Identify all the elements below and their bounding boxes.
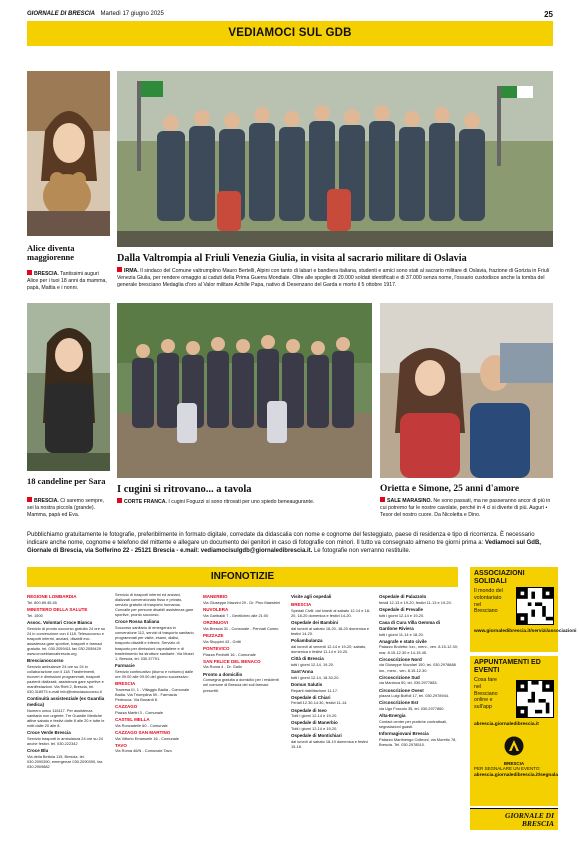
info-entry (203, 646, 283, 657)
eventi-link[interactable]: abrescia.giornaledibrescia.it (474, 722, 539, 727)
associazioni-text: Il mondo del volontariato nel Bresciano (474, 588, 503, 615)
info-col-5 (379, 592, 459, 802)
info-entry (115, 743, 195, 754)
info-heading: PEZZAZE (203, 632, 224, 638)
segnala-link[interactable]: abrescia.giornaledibrescia.it/segnala (474, 773, 558, 778)
info-entry (27, 594, 107, 605)
info-subheading: Città di Brescia (291, 655, 324, 661)
info-text: Via Vittorio Emanuele 16 - Comunale (115, 735, 179, 741)
irma-place: IRMA. (124, 268, 139, 274)
gdb-logo: GIORNALE DI BRESCIA (470, 808, 558, 830)
orietta-title: Orietta e Simone, 25 anni d'amore (380, 484, 520, 494)
info-entry (115, 663, 195, 679)
info-text: dal lunedì al sabato 18-19 domenica e festivi 15-16. (291, 739, 368, 750)
photo-orietta-image (380, 303, 553, 478)
sara-title: 18 candeline per Sara (27, 476, 106, 486)
info-entry (379, 675, 459, 686)
info-subheading: Croce Rossa Italiana (115, 619, 160, 625)
associazioni-box (470, 567, 577, 652)
info-subheading: Alta-Energia (379, 713, 406, 719)
info-subheading: Informagiovani Brescia (379, 731, 429, 737)
info-entry (291, 620, 371, 636)
info-entry (27, 658, 107, 694)
header-date: Martedì 17 giugno 2025 (100, 11, 164, 17)
red-square-icon (117, 498, 122, 503)
header-paper-name: GIORNALE DI BRESCIA (27, 11, 95, 17)
info-heading: CAZZAGO SAN MARTINO (115, 729, 171, 735)
info-text: Via Roncadelle 60 - Comunale (115, 722, 168, 728)
photo-cugini-image (117, 303, 372, 478)
info-col-3 (203, 592, 283, 802)
info-heading: BRESCIA (115, 680, 136, 686)
info-entry (115, 730, 195, 741)
page-number: 25 (544, 10, 553, 19)
info-heading: TAVO (115, 742, 127, 748)
info-text: Feriali 12.30-14.30, festivi 11-14. (291, 700, 348, 706)
info-entry (291, 708, 371, 719)
cugini-place: CORTE FRANCA. (124, 499, 167, 505)
info-text: Via Roma 46/N - Comunale Tavo (115, 748, 172, 754)
info-heading: MINISTERO DELLA SALUTE (27, 606, 88, 612)
info-heading: ORZINUOVI (203, 619, 229, 625)
info-subheading: Anagrafe e stato civile (379, 638, 427, 644)
orietta-caption (380, 497, 553, 518)
info-heading: BRESCIA (291, 601, 312, 607)
eventi-box (470, 656, 558, 806)
info-entry (379, 657, 459, 673)
photo-irma (117, 71, 553, 247)
info-col-2 (115, 592, 195, 802)
info-text: Consegna gratuita a domicilio per i residenti nel comune di Brescia dei soli farmaci prescritti. (203, 677, 279, 693)
orietta-place: SALE MARASINO. (387, 498, 432, 504)
info-entry (203, 594, 283, 605)
photo-alice-image (27, 71, 110, 236)
cugini-title: I cugini si ritrovano... a tavola (117, 484, 252, 495)
info-col-1 (27, 592, 107, 802)
info-text: dal lunedì al venerdì 12-14 e 19-20; sabato, domenica e festivi 11-14 e 19-20. (291, 643, 367, 654)
alice-title: Alice diventa maggiorenne (27, 243, 75, 263)
info-subheading: Domus Salutis (291, 681, 323, 687)
info-entry (203, 633, 283, 644)
info-text: via Giuseppe Nuvolari 150, tel. 030.2978888 lun., merc., ven. 8.15-12.30. (379, 662, 456, 673)
photo-sara-image (27, 303, 110, 471)
info-text: Palazzo Martinengo Colleoni, via Moretto 78, Brescia. Tel. 030.2978510. (379, 737, 457, 748)
info-subheading: Continuità assistenziale (ex Guardia medica) (27, 696, 105, 708)
info-entry (379, 639, 459, 655)
info-entry (291, 669, 371, 680)
info-entry (115, 681, 195, 702)
segnala-text: PER SEGNALARE UN EVENTO: (474, 766, 541, 771)
info-text: Numero unico 116117. Per assistenza sanitaria non urgente. Tre Guardie Mediche attive sabato e festivi dalle 8 alle 20 e tutte le notti dalle 20 alle 8. (27, 708, 105, 729)
info-subheading: Circoscrizione Nord (379, 656, 422, 662)
sara-caption (27, 497, 111, 518)
info-entry (291, 656, 371, 667)
notice-tail: Le fotografie non verranno restituite. (313, 548, 411, 555)
info-entry (291, 720, 371, 731)
info-text: Tutti i giorni 12-14 e 19-20. (291, 726, 338, 732)
abrescia-logo-text: BRESCIA (503, 761, 525, 766)
info-text: Soccorso sanitario di emergenza in convenzione 112, servizi di trasporto sanitario programmati per visite, esami, dialisi, trasporto disabili e infermi. Servizio di trasporto per dimissioni ospedaliere e di trasferimento tra strutture sanitarie. Via Musei 1, Brescia, tel. 030.37791. (115, 625, 194, 661)
notice-address: Vediamoci sul GdB, Giornale di Brescia, via Solferino 22 - 25121 Brescia - e.mail: vediamocisulgdb@giornaledibrescia.it. (27, 540, 541, 555)
info-subheading: Circoscrizione Est (379, 700, 419, 706)
alice-text: Tantissimi auguri Alice per i tuoi 18 anni da mamma, papà, Mattia e i nonni. (27, 271, 107, 291)
info-col-4 (291, 592, 371, 802)
qr-code-image (517, 588, 553, 624)
info-entry (203, 607, 283, 618)
red-square-icon (27, 270, 32, 275)
info-subheading: Sant'Anna (291, 668, 314, 674)
info-text: Tel. 1500 (27, 612, 43, 618)
info-text: Reparti riabilitazione 11-17. (291, 687, 339, 693)
info-text: Servizio di pronto soccorso gratuito 24 ore su 24 in convenzione con il 118. Telesoccorso e trasporti infermi, anziani, disabili ecc. assistenza gare sportive, trasporti e farmaci gratuito. tel. 030.2059411 fax 030.2059429 www.crocebiancabrescia.org (27, 625, 106, 657)
info-entry (291, 594, 371, 600)
section-banner: VEDIAMOCI SUL GDB (27, 21, 553, 46)
notice-text: Pubblichiamo gratuitamente le fotografie, preferibilmente in formato digitale, corredate da didascalia con nome e cognome del festeggiato, paese di residenza e tipo di ricorrenza. È necessario indicare anche nome, cognome e telefono del mittente e allegare un documento dei genitori in caso di fotografie con minori. Il tutto va consegnato almeno tre giorni prima a: (27, 532, 535, 547)
info-subheading: Croce Verde Brescia (27, 730, 71, 736)
info-subheading: Ospedale dei Bambini (291, 619, 339, 625)
associazioni-link[interactable]: www.giornaledibrescia.it/servizi/associazioni (474, 629, 577, 634)
irma-text: Il sindaco del Comune valtrumplino Mauro Bertelli, Alpini con tanto di labari e bandiera italiana, studenti e amici sono stati al sacrario militare di Oslavia, frazione di Gorizia in Friuli Venezia Giulia, per rendere omaggio ai caduti della Prima Guerra Mondiale. Oltre alle spoglie di 20.000 soldati identificati e di 37.000 senza nome, l'ossario custodisce anche la tomba del generale bresciano Medaglia d'oro al Valor militare Achille Papa, nativo di Desenzano del Garda e morto il 5 ottobre 1917. (117, 268, 550, 288)
info-entry (379, 700, 459, 711)
red-square-icon (117, 267, 122, 272)
info-text: Piazza Pedrotti 16 - Comunale (203, 651, 256, 657)
info-text: Piazza Martiri 3 - Comunale (115, 709, 164, 715)
info-text: Servizio continuativo (diurno e notturno) dalle ore 09.00 alle 09.00 del giorno successivo: (115, 668, 194, 679)
info-text: tutti i giorni 12-14, 18.30-20. (291, 674, 340, 680)
info-text: dal lunedì al sabato 18-20, 18-20 domenica e festivi 14-20. (291, 625, 370, 636)
info-entry (27, 748, 107, 769)
info-entry (115, 592, 195, 617)
info-entry (379, 594, 459, 605)
info-subheading: Ospedale di Chiari (291, 694, 331, 700)
submission-notice (27, 531, 555, 555)
info-entry (291, 695, 371, 706)
info-subheading: Croce Blu (27, 748, 49, 754)
info-text: tutti i giorni 12-14, 19-20. (291, 661, 335, 667)
photo-cugini (117, 303, 372, 478)
info-entry (379, 713, 459, 729)
qr-code-image (517, 681, 553, 717)
info-text: Via Brescia 31 - Comunale - Pennati Cuneo (203, 625, 279, 631)
info-heading: CAZZAGO (115, 703, 138, 709)
info-subheading: Brescianoccorso (27, 658, 64, 664)
info-text: Tel. 800.89.45.45 (27, 599, 57, 605)
info-text: via Ugo Foscolo 35, tel. 030.2977860. (379, 706, 445, 712)
abrescia-logo (500, 736, 528, 766)
info-text: Servizio di trasporti infermi ed anziani, dializzati convenzionato fisso e privato, servizio gratuito di trasporto humanus. Convalle per persone disabili assistenza gare sportive, pronto soccorso. (115, 592, 194, 618)
info-text: Via Roma 4 - Dr. Gallo (203, 664, 242, 670)
info-text: Via Garibaldi 7 - Gentilchec alle 21:00 (203, 612, 269, 618)
info-subheading: Ospedale di Montichiari (291, 733, 342, 739)
info-entry (203, 672, 283, 693)
info-entry (27, 607, 107, 618)
info-subheading: Circoscrizione Ovest (379, 687, 424, 693)
red-square-icon (27, 497, 32, 502)
info-text: Servizio ambulanze 24 ore su 24 in collaborazione con il 118. Trasferimenti, ricoveri e dimissioni programmati, trasporti pazienti dializzati, assistenza gare sportive e manifestazioni. Via Rieti 2, Brescia, tel. 030.318973 e-mail info@bresciasoccorso.it (27, 664, 104, 695)
info-text: tutti i giorni 12-14 e 19-20. (379, 612, 425, 618)
info-subheading: Ospedale di Prevalle (379, 606, 424, 612)
infonotizie-banner: INFONOTIZIE (27, 567, 458, 587)
irma-title: Dalla Valtrompia al Friuli Venezia Giulia, in visita al sacrario militare di Oslavia (117, 253, 467, 264)
sara-place: BRESCIA. (34, 498, 59, 504)
info-subheading: Pronto a domicilio (203, 671, 243, 677)
info-entry (203, 659, 283, 670)
info-text: Tutti i giorni 12-14 e 19-20. (291, 713, 338, 719)
info-entry (27, 730, 107, 746)
info-text: Via della Bettola 115, Brescia. tel. 030.2090390, emergenze 030.2090390, fax 030.2909882 (27, 754, 103, 770)
info-entry (291, 602, 371, 618)
associazioni-title: ASSOCIAZIONI SOLIDALI (474, 570, 525, 585)
info-entry (27, 620, 107, 656)
info-text: Via Stoppini 43 - Gritti (203, 638, 241, 644)
info-text: Via Giuseppe Mazzini 29 - Dr. Pino Maestrini (203, 599, 281, 605)
header-paper (27, 11, 164, 17)
abrescia-logo-icon (504, 736, 524, 756)
info-subheading: Casa di Cura Villa Gemma di Gardone Riviera (379, 619, 440, 631)
red-square-icon (380, 497, 385, 502)
info-heading: NUVOLERA (203, 606, 229, 612)
photo-sara (27, 303, 110, 471)
cugini-text: I cugini Foguzzi si sono ritrovati per uno spiedo beneaugurante. (168, 499, 315, 505)
eventi-title: APPUNTAMENTI ED EVENTI (474, 659, 541, 674)
cugini-caption (117, 498, 372, 506)
info-text: Spedali Civili: dal lunedì al sabato 12-14 e 18-20, 18-20 domenica e festivi 14-20. (291, 607, 371, 618)
info-subheading: Visite agli ospedali (291, 594, 332, 599)
info-entry (115, 619, 195, 660)
info-subheading: Farmacie (115, 662, 135, 668)
info-entry (379, 688, 459, 699)
info-text: Traversa III, 1 - Villaggio Badia - Comunale Badia. Via Triumplina 59 - Farmacia Pedrocca. Via Bonardi 8. (115, 686, 190, 702)
info-entry (203, 620, 283, 631)
info-heading: CASTEL MELLA (115, 716, 150, 722)
photo-orietta (380, 303, 553, 478)
info-heading: PONTEVICO (203, 645, 230, 651)
info-subheading: Ospedale di Iseo (291, 707, 327, 713)
orietta-text: Ne sono passati, ma ne passeranno ancor di più in cui potremo far le nostre cavolate, perché in 4 ci si diverte di più. Auguri • Tesor del nostro cuore. Da Nicoletta e Dino. (380, 498, 551, 518)
info-entry (379, 731, 459, 747)
alice-place: BRESCIA. (34, 271, 59, 277)
info-entry (379, 607, 459, 618)
info-entry (115, 704, 195, 715)
qr-code-icon[interactable] (516, 680, 554, 718)
info-subheading: Assoc. Volontari Croce Bianca (27, 619, 93, 625)
info-text: Servizio trasporti in ambulanza 24 ore su 24 anche festivi. tel. 030.222342 (27, 736, 103, 747)
info-entry (291, 682, 371, 693)
info-entry (291, 733, 371, 749)
irma-caption (117, 267, 553, 288)
info-subheading: Ospedale di Palazzolo (379, 594, 427, 599)
info-subheading: Circoscrizione Sud (379, 674, 420, 680)
info-text: Palazzo Broletto: lun., merc., ven. 8.15-12.30; mar. 8.15-12.30 e 14-15.45. (379, 644, 458, 655)
info-text: Contact center per pratiche contrattuali, segnalazioni guasti. (379, 719, 448, 730)
info-entry (115, 717, 195, 728)
info-subheading: Poliambulanza (291, 637, 323, 643)
info-entry (379, 620, 459, 637)
info-heading: REGIONE LOMBARDIA (27, 594, 77, 599)
info-entry (27, 696, 107, 728)
sara-text: Ci saremo sempre, sei la nostra piccola (grande). Mamma, papà ed Eva. (27, 498, 105, 518)
info-entry (291, 638, 371, 654)
info-text: piazza Luigi Buffoli 17, tel. 030.2978944. (379, 693, 450, 699)
photo-alice (27, 71, 110, 236)
info-text: tutti i giorni 11-14 e 18-20. (379, 631, 424, 637)
alice-caption (27, 270, 111, 291)
info-subheading: Ospedale di Manerbio (291, 720, 338, 726)
qr-code-icon[interactable] (516, 587, 554, 625)
photo-irma-image (117, 71, 553, 247)
info-heading: SAN FELICE DEL BENACO (203, 658, 261, 664)
info-text: via Mantova 50, tel. 030.2977883. (379, 680, 438, 686)
info-text: feriali 12-13 e 19-20, festivi 11-13 e 19-20. (379, 599, 452, 605)
info-heading: MANERBIO (203, 594, 228, 599)
eventi-text: Cosa fare nel Bresciano online e sull'app (474, 677, 498, 710)
